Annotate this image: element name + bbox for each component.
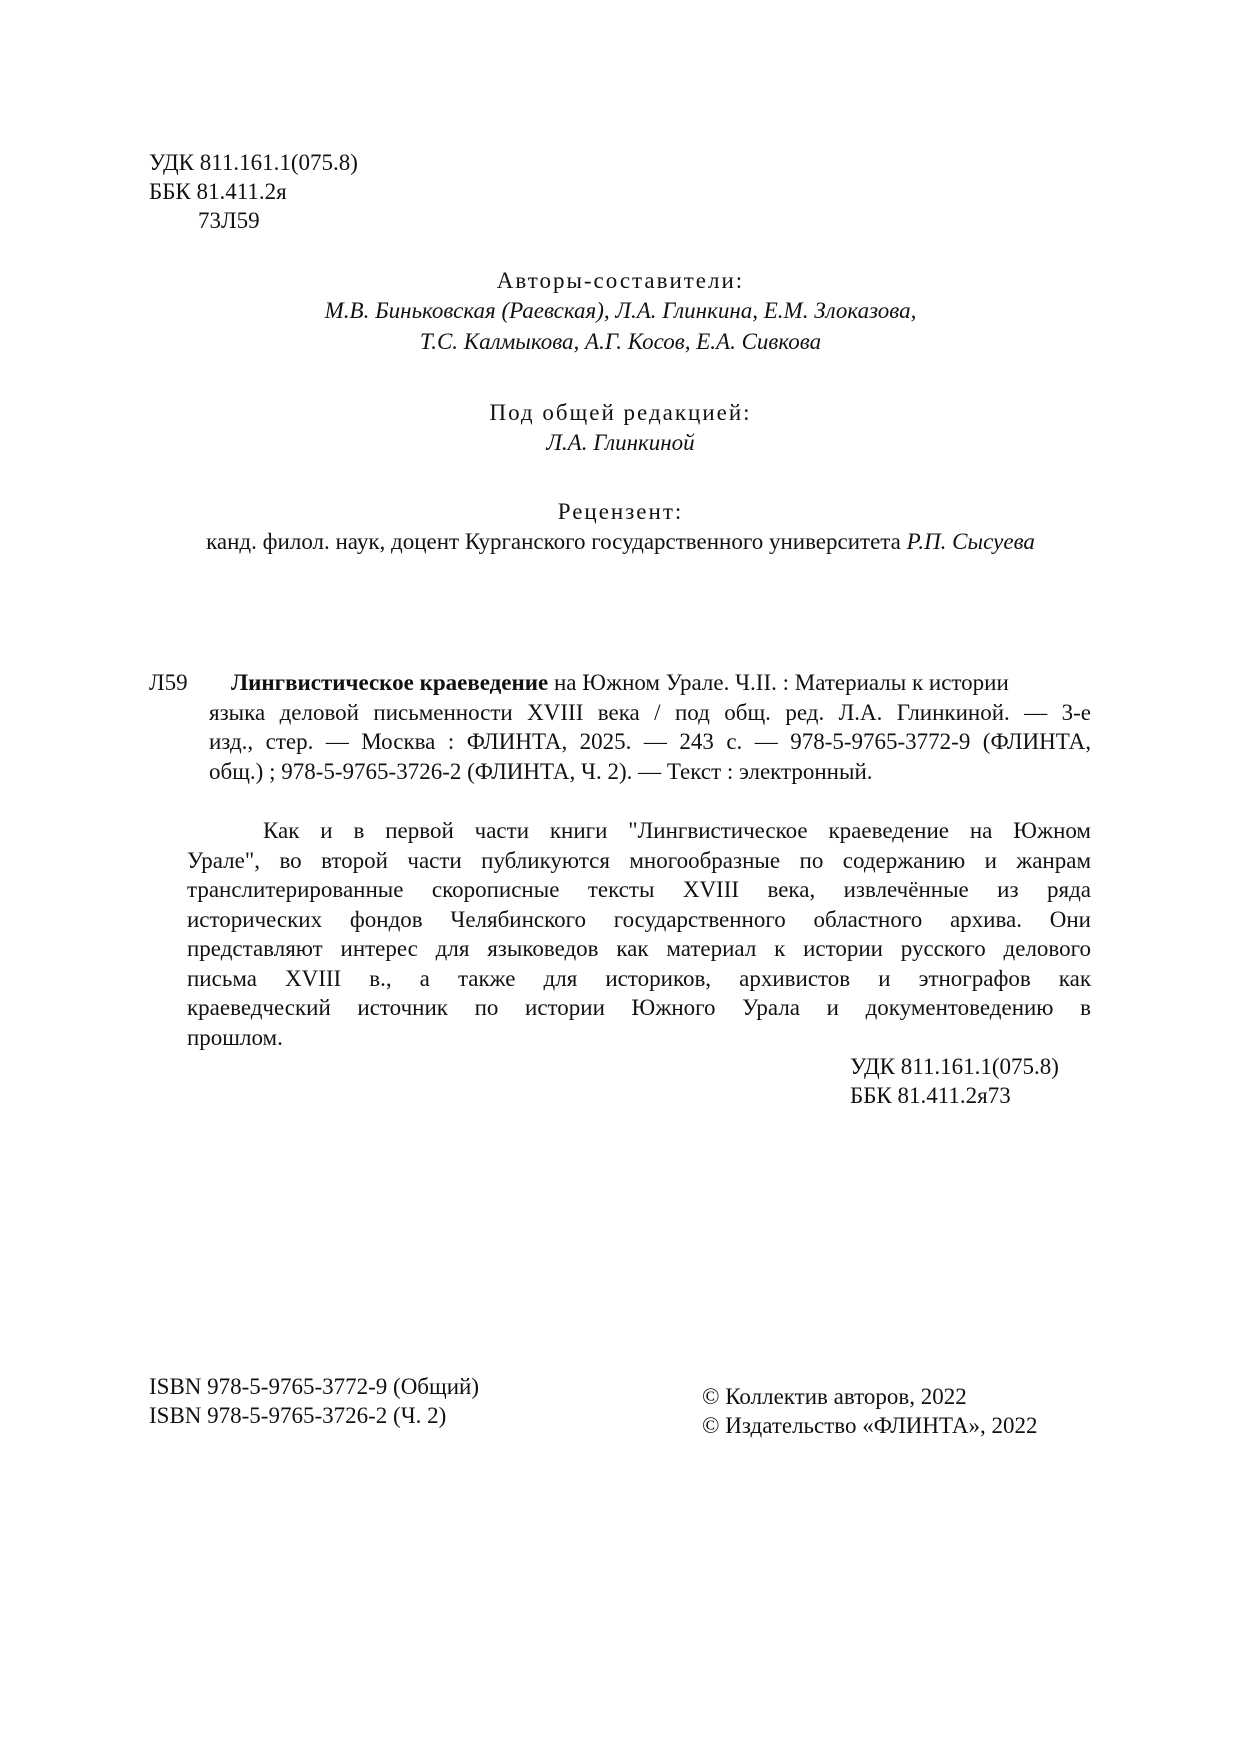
copyright-line-2: © Издательство «ФЛИНТА», 2022 xyxy=(702,1413,1038,1438)
reviewer-text: канд. филол. наук, доцент Курганского государственного университета xyxy=(206,529,907,554)
editor-name: Л.А. Глинкиной xyxy=(546,430,695,455)
bibliography-record xyxy=(209,668,1091,786)
annotation-line-1: Как и в первой части книги "Лингвистическое краеведение на Южном xyxy=(263,818,1091,843)
reviewer-name: Р.П. Сысуева xyxy=(906,529,1035,554)
compilers-line-2: Т.С. Калмыкова, А.Г. Косов, Е.А. Сивкова xyxy=(419,329,822,354)
bibliography-line-3: изд., стер. — Москва : ФЛИНТА, 2025. — 243 с. — 978-5-9765-3772-9 (ФЛИНТА, xyxy=(209,729,1091,754)
annotation-line-5: представляют интерес для языковедов как материал к истории русского делового xyxy=(187,936,1091,961)
bibliography-title: Лингвистическое краеведение xyxy=(231,670,549,695)
isbn-line-2: ISBN 978-5-9765-3726-2 (Ч. 2) xyxy=(149,1403,447,1428)
bibliography-mark: Л59 xyxy=(149,670,188,695)
annotation-line-8: прошлом. xyxy=(187,1024,283,1050)
bibliography-line-1: Лингвистическое краеведение на Южном Урале. Ч.II. : Материалы к истории xyxy=(231,670,1009,695)
compilers-line-1: М.В. Биньковская (Раевская), Л.А. Глинкина, Е.М. Злоказова, xyxy=(324,298,917,323)
header-author-mark: 73Л59 xyxy=(198,208,260,233)
annotation-line-7: краеведческий источник по истории Южного Урала и документоведению в xyxy=(187,995,1091,1020)
annotation-line-3: транслитерированные скорописные тексты XVIII века, извлечённые из ряда xyxy=(187,877,1091,902)
editor-title: Под общей редакцией: xyxy=(489,400,752,425)
bibliography-line-4: общ.) ; 978-5-9765-3726-2 (ФЛИНТА, Ч. 2). — Текст : электронный. xyxy=(209,758,873,784)
header-udk: УДК 811.161.1(075.8) xyxy=(149,150,358,175)
annotation-line-6: письма XVIII в., а также для историков, архивистов и этнографов как xyxy=(187,965,1091,991)
reviewer-line xyxy=(0,527,1241,556)
copyright-line-1: © Коллектив авторов, 2022 xyxy=(702,1384,967,1409)
classification-bbk: ББК 81.411.2я73 xyxy=(850,1083,1011,1108)
annotation-line-4: исторических фондов Челябинского государственного областного архива. Они xyxy=(187,906,1091,932)
annotation xyxy=(187,816,1091,1052)
compilers-title: Авторы-составители: xyxy=(496,268,745,293)
header-bbk: ББК 81.411.2я xyxy=(149,179,287,204)
reviewer-title: Рецензент: xyxy=(557,499,684,524)
bibliography-line-2: языка деловой письменности XVIII века / под общ. ред. Л.А. Глинкиной. — 3-е xyxy=(209,699,1091,725)
classification-udk: УДК 811.161.1(075.8) xyxy=(850,1054,1059,1079)
annotation-line-2: Урале", во второй части публикуются многообразные по содержанию и жанрам xyxy=(187,847,1091,873)
isbn-line-1: ISBN 978-5-9765-3772-9 (Общий) xyxy=(149,1374,479,1399)
